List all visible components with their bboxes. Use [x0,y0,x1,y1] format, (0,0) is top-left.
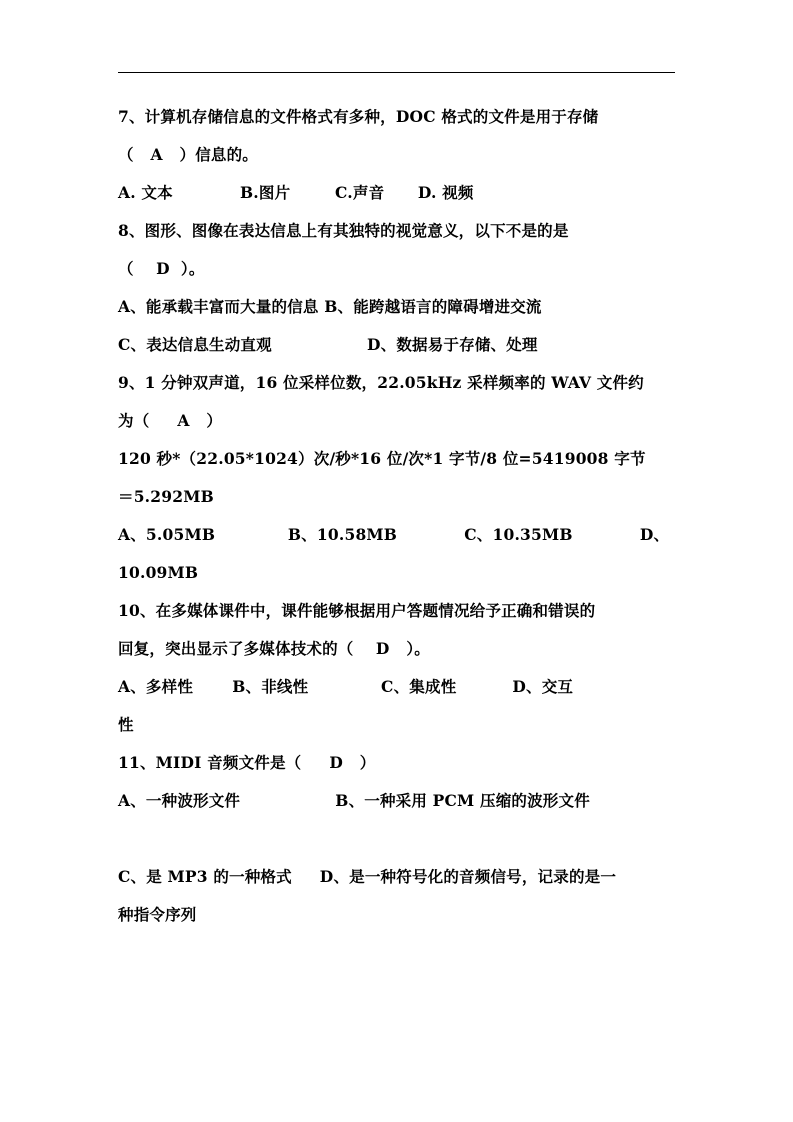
text-line: 120 秒*（22.05*1024）次/秒*16 位/次*1 字节/8 位=5419008 字节 [118,449,646,468]
text-line: 种指令序列 [118,905,197,924]
text-line: 7、计算机存储信息的文件格式有多种，DOC 格式的文件是用于存储 [118,107,599,126]
text-line: A. 文本 B.图片 C.声音 D. 视频 [118,183,474,202]
text-line: A、能承载丰富而大量的信息 B、能跨越语言的障碍增进交流 [118,297,542,316]
text-line: ＝5.292MB [118,487,214,506]
text-line: 10.09MB [118,563,199,582]
text-line: C、是 MP3 的一种格式 D、是一种符号化的音频信号，记录的是一 [118,867,617,886]
text-line: A、5.05MB B、10.58MB C、10.35MB D、 [118,525,670,544]
text-line: 9、1 分钟双声道，16 位采样位数，22.05kHz 采样频率的 WAV 文件约 [118,373,644,392]
text-line: A、多样性 B、非线性 C、集成性 D、交互 [118,677,574,696]
text-line: （ D ）。 [118,259,205,278]
text-line: 10、在多媒体课件中，课件能够根据用户答题情况给予正确和错误的 [118,601,596,620]
document-body [118,98,678,934]
text-line: （ A ）信息的。 [118,145,259,164]
text-line: 回复，突出显示了多媒体技术的（ D ）。 [118,639,430,658]
text-line: 为（ A ） [118,411,223,430]
text-line: C、表达信息生动直观 D、数据易于存储、处理 [118,335,538,354]
text-line: A、一种波形文件 B、一种采用 PCM 压缩的波形文件 [118,791,590,810]
text-line: 性 [118,715,134,734]
text-line: 11、MIDI 音频文件是（ D ） [118,753,376,772]
header-divider [118,72,675,73]
text-line: 8、图形、图像在表达信息上有其独特的视觉意义，以下不是的是 [118,221,569,240]
